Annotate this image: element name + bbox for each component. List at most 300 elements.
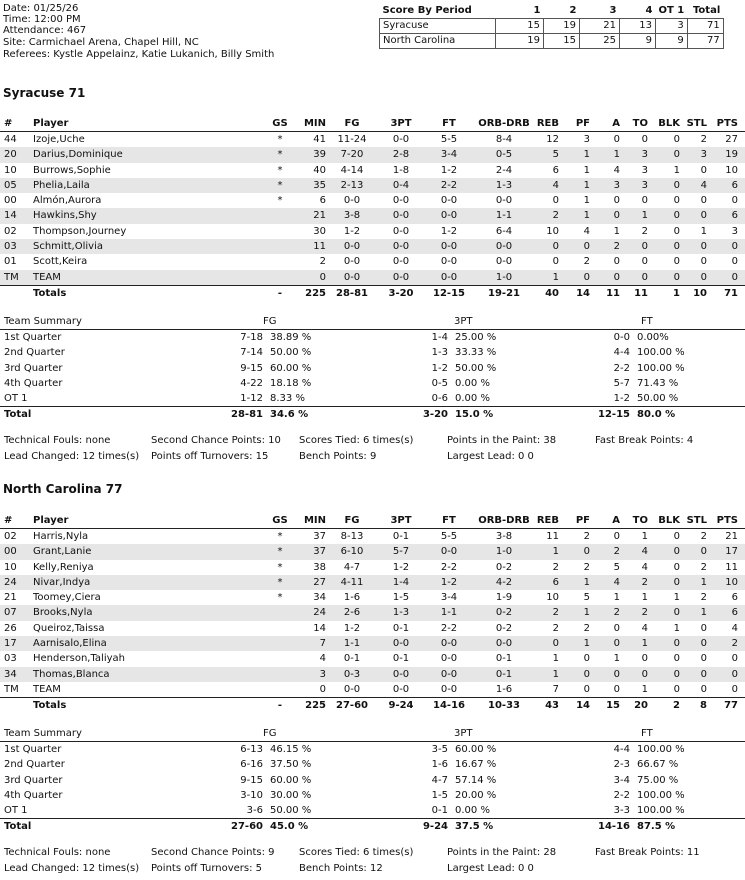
personal-fouls: 2 — [583, 531, 590, 542]
field-goals: 0-0 — [343, 195, 361, 207]
column-header: PF — [575, 118, 590, 129]
points: 17 — [725, 546, 738, 558]
minutes: 14 — [313, 622, 326, 634]
3pt-pct: 33.33 % — [455, 347, 497, 359]
total-turnovers: 20 — [634, 700, 648, 712]
player-name: Nivar,Indya — [33, 576, 91, 588]
rebounds-split: 8-4 — [495, 134, 513, 145]
jersey-number: 14 — [4, 210, 17, 222]
fg-pct: 46.15 % — [270, 744, 312, 755]
three-pointers: 0-0 — [392, 683, 410, 695]
attendance: Attendance: 467 — [3, 25, 87, 36]
player-name: Darius,Dominique — [33, 149, 123, 161]
rebounds-split: 0-2 — [495, 607, 513, 619]
field-goals: 11-24 — [337, 134, 367, 145]
summary-header-row — [0, 315, 745, 330]
steals: 0 — [700, 256, 707, 268]
rebounds-split: 0-0 — [495, 256, 513, 268]
steals: 0 — [700, 164, 707, 176]
personal-fouls: 0 — [583, 668, 590, 680]
score-cell: 13 — [620, 19, 656, 34]
3pt-pct: 50.00 % — [455, 362, 497, 374]
fg-made: 6-16 — [240, 759, 263, 771]
ft-made: 0-0 — [613, 332, 630, 343]
period-label: 2nd Quarter — [4, 347, 65, 359]
assists: 0 — [613, 668, 620, 680]
summary-row — [0, 391, 745, 406]
minutes: 27 — [313, 576, 326, 588]
misc-stats-north-carolina — [0, 846, 745, 880]
assists: 0 — [613, 256, 620, 268]
ft-pct: 75.00 % — [637, 774, 679, 786]
assists: 0 — [613, 195, 620, 207]
rebounds-split: 0-2 — [495, 561, 513, 573]
free-throws: 2-2 — [440, 561, 458, 573]
assists: 0 — [613, 134, 620, 145]
points: 0 — [731, 271, 738, 283]
summary-ft-header: FT — [641, 316, 653, 327]
free-throws: 0-0 — [440, 241, 458, 253]
3pt-made: 4-7 — [431, 774, 448, 786]
blocks: 0 — [673, 149, 680, 161]
second-chance-points: Second Chance Points: 9 — [151, 847, 275, 858]
fg-made: 3-6 — [246, 805, 263, 817]
total-points: 71 — [724, 287, 738, 299]
player-name: Phelia,Laila — [33, 179, 90, 191]
column-header: PF — [575, 515, 590, 526]
column-header: ORB-DRB — [478, 118, 530, 129]
summary-row — [0, 742, 745, 757]
fg-made: 9-15 — [240, 362, 263, 374]
assists: 2 — [613, 241, 620, 253]
three-pointers: 0-1 — [392, 531, 410, 542]
assists: 4 — [613, 164, 620, 176]
fg-pct: 37.50 % — [270, 759, 312, 771]
rebounds-split: 0-5 — [495, 149, 513, 161]
points: 6 — [731, 607, 738, 619]
rebounds-split: 0-0 — [495, 638, 513, 650]
rebounds: 6 — [552, 164, 559, 176]
free-throws: 1-1 — [440, 607, 458, 619]
three-pointers: 0-0 — [392, 195, 410, 207]
blocks: 0 — [673, 576, 680, 588]
rebounds-split: 1-1 — [495, 210, 513, 222]
turnovers: 1 — [641, 531, 648, 542]
player-name: Grant,Lanie — [33, 546, 92, 558]
team-summary-north-carolina — [0, 727, 745, 835]
score-cell: 21 — [580, 19, 620, 34]
three-pointers: 2-8 — [392, 149, 410, 161]
free-throws: 3-4 — [440, 592, 458, 604]
rebounds-split: 1-0 — [495, 271, 513, 283]
ft-pct: 87.5 % — [637, 821, 676, 833]
summary-total-row — [0, 818, 745, 834]
ft-pct: 50.00 % — [637, 393, 679, 405]
period-label: 3rd Quarter — [4, 774, 63, 786]
column-header: 3PT — [390, 515, 412, 526]
ft-made: 1-2 — [613, 393, 630, 405]
ft-made: 2-3 — [613, 759, 630, 771]
summary-3pt-header: 3PT — [454, 728, 473, 739]
column-header: FT — [442, 515, 456, 526]
personal-fouls: 1 — [583, 638, 590, 650]
3pt-pct: 0.00 % — [455, 393, 490, 405]
rebounds: 5 — [552, 149, 559, 161]
score-team: Syracuse — [380, 19, 496, 34]
rebounds-split: 0-0 — [495, 195, 513, 207]
three-pointers: 1-4 — [392, 576, 410, 588]
assists: 0 — [613, 271, 620, 283]
rebounds: 1 — [552, 546, 559, 558]
blocks: 0 — [673, 561, 680, 573]
score-cell: 15 — [496, 19, 544, 34]
3pt-made: 3-5 — [431, 744, 448, 755]
score-cell: 9 — [620, 34, 656, 49]
fg-pct: 38.89 % — [270, 332, 312, 343]
column-header: TO — [632, 515, 648, 526]
minutes: 0 — [319, 683, 326, 695]
rebounds: 6 — [552, 576, 559, 588]
minutes: 37 — [313, 531, 326, 542]
steals: 2 — [700, 531, 707, 542]
three-pointers: 0-1 — [392, 653, 410, 665]
3pt-pct: 25.00 % — [455, 332, 497, 343]
summary-row — [0, 788, 745, 803]
totals-row — [0, 697, 745, 713]
period-header: 4 — [645, 5, 653, 16]
turnovers: 2 — [641, 225, 648, 237]
ft-pct: 80.0 % — [637, 409, 676, 421]
3pt-made: 0-1 — [431, 805, 448, 817]
jersey-number: 10 — [4, 164, 17, 176]
turnovers: 0 — [641, 195, 648, 207]
blocks: 1 — [673, 164, 680, 176]
assists: 1 — [613, 149, 620, 161]
fg-made: 7-18 — [240, 332, 263, 343]
technical-fouls: Technical Fouls: none — [4, 847, 111, 858]
points: 11 — [725, 561, 738, 573]
column-header: MIN — [303, 118, 326, 129]
assists: 0 — [613, 683, 620, 695]
3pt-made: 1-6 — [431, 759, 448, 771]
points: 10 — [725, 576, 738, 588]
fg-pct: 50.00 % — [270, 347, 312, 359]
free-throws: 0-0 — [440, 546, 458, 558]
fast-break-points: Fast Break Points: 4 — [595, 435, 694, 446]
personal-fouls: 2 — [583, 561, 590, 573]
ft-made: 2-2 — [613, 362, 630, 374]
ft-made: 14-16 — [598, 821, 630, 833]
minutes: 24 — [313, 607, 326, 619]
score-row-syracuse — [380, 19, 724, 34]
box-score-syracuse — [0, 117, 745, 301]
player-name: TEAM — [33, 271, 61, 283]
total-field-goals: 28-81 — [336, 287, 368, 299]
player-row — [0, 270, 745, 285]
three-pointers: 1-3 — [392, 607, 410, 619]
period-header: Total — [692, 5, 721, 16]
turnovers: 1 — [641, 592, 648, 604]
blocks: 0 — [673, 225, 680, 237]
player-row — [0, 682, 745, 697]
summary-title: Team Summary — [4, 728, 82, 739]
period-header: 2 — [569, 5, 577, 16]
blocks: 0 — [673, 271, 680, 283]
field-goals: 7-20 — [340, 149, 364, 161]
games-started: * — [277, 531, 283, 542]
points: 0 — [731, 653, 738, 665]
total-player-name: Totals — [33, 287, 67, 299]
points: 27 — [725, 134, 738, 145]
player-name: Harris,Nyla — [33, 531, 89, 542]
total-minutes: 225 — [305, 700, 326, 712]
column-header: PTS — [716, 118, 738, 129]
points: 4 — [731, 622, 738, 634]
turnovers: 1 — [641, 683, 648, 695]
jersey-number: 03 — [4, 241, 17, 253]
steals: 2 — [700, 134, 707, 145]
3pt-pct: 20.00 % — [455, 789, 497, 801]
personal-fouls: 0 — [583, 683, 590, 695]
steals: 2 — [700, 561, 707, 573]
blocks: 1 — [673, 622, 680, 634]
summary-header-row — [0, 727, 745, 742]
jersey-number: 00 — [4, 195, 17, 207]
free-throws: 0-0 — [440, 210, 458, 222]
points-in-paint: Points in the Paint: 28 — [447, 847, 557, 858]
turnovers: 0 — [641, 653, 648, 665]
personal-fouls: 1 — [583, 576, 590, 588]
player-row — [0, 208, 745, 223]
jersey-number: TM — [4, 271, 19, 283]
3pt-made: 1-5 — [431, 789, 448, 801]
three-pointers: 0-4 — [392, 179, 410, 191]
steals: 1 — [700, 225, 707, 237]
score-row-north-carolina — [380, 34, 724, 49]
column-header: 3PT — [390, 118, 412, 129]
fg-pct: 45.0 % — [270, 821, 309, 833]
steals: 0 — [700, 241, 707, 253]
total-player-name: Totals — [33, 700, 67, 712]
personal-fouls: 0 — [583, 271, 590, 283]
total-rebounds: 43 — [545, 700, 559, 712]
steals: 0 — [700, 210, 707, 222]
referees: Referees: Kystle Appelainz, Katie Lukanich, Billy Smith — [3, 49, 275, 60]
jersey-number: 10 — [4, 561, 17, 573]
rebounds-split: 2-4 — [495, 164, 513, 176]
personal-fouls: 1 — [583, 164, 590, 176]
column-header: BLK — [658, 515, 680, 526]
rebounds: 0 — [552, 638, 559, 650]
player-name: Hawkins,Shy — [33, 210, 97, 222]
personal-fouls: 1 — [583, 179, 590, 191]
rebounds-split: 6-4 — [495, 225, 513, 237]
column-header: BLK — [658, 118, 680, 129]
rebounds-split: 0-1 — [495, 653, 513, 665]
player-name: Thomas,Blanca — [33, 668, 110, 680]
box-header-row — [0, 117, 745, 132]
column-header: ORB-DRB — [478, 515, 530, 526]
player-name: Aarnisalo,Elina — [33, 638, 107, 650]
summary-fg-header: FG — [263, 316, 277, 327]
minutes: 11 — [313, 241, 326, 253]
steals: 0 — [700, 622, 707, 634]
minutes: 41 — [313, 134, 326, 145]
total-rebounds-split: 10-33 — [488, 700, 520, 712]
score-cell: 19 — [496, 34, 544, 49]
ft-pct: 100.00 % — [637, 805, 685, 817]
period-header: 1 — [533, 5, 541, 16]
bench-points: Bench Points: 12 — [299, 863, 383, 874]
turnovers: 2 — [641, 607, 648, 619]
points-off-turnovers: Points off Turnovers: 15 — [151, 451, 269, 462]
minutes: 35 — [313, 179, 326, 191]
free-throws: 0-0 — [440, 638, 458, 650]
column-header: REB — [536, 515, 559, 526]
3pt-pct: 37.5 % — [455, 821, 494, 833]
minutes: 38 — [313, 561, 326, 573]
fg-made: 3-10 — [240, 789, 263, 801]
jersey-number: 20 — [4, 149, 17, 161]
column-header: A — [612, 118, 620, 129]
minutes: 4 — [319, 653, 326, 665]
total-three-pointers: 3-20 — [388, 287, 414, 299]
games-started: * — [277, 134, 283, 145]
jersey-number: 02 — [4, 225, 17, 237]
summary-row — [0, 345, 745, 360]
jersey-number: 17 — [4, 638, 17, 650]
rebounds: 7 — [552, 683, 559, 695]
player-name: Toomey,Ciera — [33, 592, 101, 604]
player-row — [0, 590, 745, 605]
column-header: Player — [33, 118, 69, 129]
turnovers: 2 — [641, 576, 648, 588]
rebounds-split: 0-2 — [495, 622, 513, 634]
total-three-pointers: 9-24 — [388, 700, 414, 712]
free-throws: 5-5 — [440, 134, 458, 145]
player-name: Kelly,Reniya — [33, 561, 94, 573]
personal-fouls: 0 — [583, 241, 590, 253]
lead-changed: Lead Changed: 12 times(s) — [4, 451, 140, 462]
rebounds-split: 0-1 — [495, 668, 513, 680]
site: Site: Carmichael Arena, Chapel Hill, NC — [3, 37, 199, 48]
summary-3pt-header: 3PT — [454, 316, 473, 327]
fg-made: 6-13 — [240, 744, 263, 755]
three-pointers: 1-2 — [392, 561, 410, 573]
rebounds-split: 4-2 — [495, 576, 513, 588]
game-date: Date: 01/25/26 — [3, 3, 79, 14]
total-free-throws: 14-16 — [433, 700, 465, 712]
score-cell: 9 — [656, 34, 688, 49]
3pt-pct: 57.14 % — [455, 774, 497, 786]
box-score-north-carolina — [0, 514, 745, 714]
assists: 4 — [613, 576, 620, 588]
rebounds: 1 — [552, 668, 559, 680]
jersey-number: 21 — [4, 592, 17, 604]
bench-points: Bench Points: 9 — [299, 451, 377, 462]
player-name: Scott,Keira — [33, 256, 88, 268]
points: 6 — [731, 210, 738, 222]
three-pointers: 5-7 — [392, 546, 410, 558]
assists: 0 — [613, 531, 620, 542]
score-cell: 19 — [544, 19, 580, 34]
free-throws: 0-0 — [440, 256, 458, 268]
turnovers: 1 — [641, 210, 648, 222]
player-name: Almón,Aurora — [33, 195, 102, 207]
three-pointers: 1-5 — [392, 592, 410, 604]
total-assists: 15 — [606, 700, 620, 712]
total-steals: 8 — [700, 700, 707, 712]
field-goals: 3-8 — [343, 210, 361, 222]
turnovers: 3 — [641, 179, 648, 191]
ft-made: 2-2 — [613, 789, 630, 801]
second-chance-points: Second Chance Points: 10 — [151, 435, 281, 446]
ft-pct: 0.00% — [637, 332, 669, 343]
player-row — [0, 575, 745, 590]
total-field-goals: 27-60 — [336, 700, 368, 712]
blocks: 0 — [673, 179, 680, 191]
total-free-throws: 12-15 — [433, 287, 465, 299]
player-row — [0, 605, 745, 620]
three-pointers: 0-0 — [392, 638, 410, 650]
field-goals: 0-1 — [343, 653, 361, 665]
summary-title: Team Summary — [4, 316, 82, 327]
three-pointers: 1-8 — [392, 164, 410, 176]
rebounds: 2 — [552, 607, 559, 619]
column-header: FG — [344, 515, 360, 526]
steals: 2 — [700, 592, 707, 604]
field-goals: 1-1 — [343, 638, 361, 650]
3pt-pct: 0.00 % — [455, 377, 490, 389]
summary-row — [0, 376, 745, 391]
scores-tied: Scores Tied: 6 times(s) — [299, 847, 414, 858]
period-label: 4th Quarter — [4, 789, 63, 801]
games-started: * — [277, 149, 283, 161]
largest-lead: Largest Lead: 0 0 — [447, 863, 534, 874]
field-goals: 4-14 — [340, 164, 364, 176]
free-throws: 1-2 — [440, 164, 458, 176]
player-row — [0, 163, 745, 178]
total-personal-fouls: 14 — [576, 287, 590, 299]
games-started: * — [277, 546, 283, 558]
score-by-period-table — [379, 4, 724, 49]
free-throws: 0-0 — [440, 271, 458, 283]
minutes: 3 — [319, 668, 326, 680]
fg-made: 27-60 — [231, 821, 263, 833]
jersey-number: 07 — [4, 607, 17, 619]
free-throws: 5-5 — [440, 531, 458, 542]
rebounds: 0 — [552, 241, 559, 253]
blocks: 0 — [673, 546, 680, 558]
jersey-number: 00 — [4, 546, 17, 558]
personal-fouls: 2 — [583, 622, 590, 634]
points: 19 — [725, 149, 738, 161]
field-goals: 0-3 — [343, 668, 361, 680]
rebounds-split: 3-8 — [495, 531, 513, 542]
ft-made: 4-4 — [613, 744, 630, 755]
field-goals: 4-7 — [343, 561, 361, 573]
ft-pct: 100.00 % — [637, 789, 685, 801]
assists: 0 — [613, 622, 620, 634]
turnovers: 0 — [641, 241, 648, 253]
free-throws: 1-2 — [440, 576, 458, 588]
fg-made: 1-12 — [240, 393, 263, 405]
scores-tied: Scores Tied: 6 times(s) — [299, 435, 414, 446]
free-throws: 0-0 — [440, 195, 458, 207]
games-started: * — [277, 164, 283, 176]
score-cell: 77 — [687, 34, 723, 49]
field-goals: 0-0 — [343, 271, 361, 283]
